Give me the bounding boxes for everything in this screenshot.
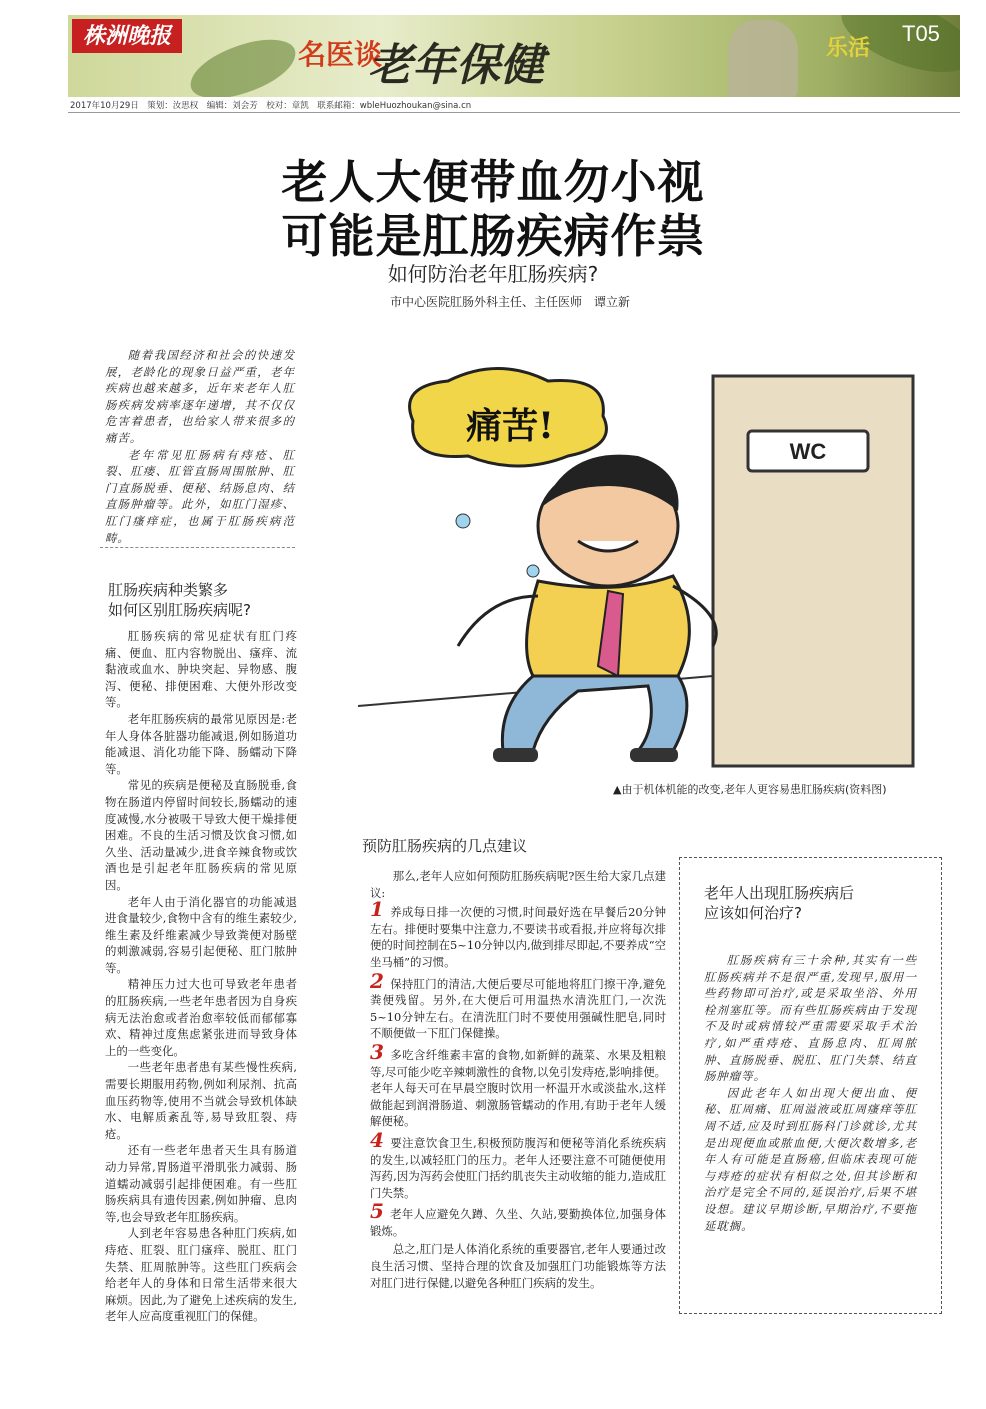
- tip-item: [370, 1039, 666, 1130]
- tip-number: 3: [370, 1039, 384, 1064]
- cartoon-illustration: [318, 346, 924, 774]
- tip-item: [370, 1127, 666, 1201]
- section-divider: [100, 547, 295, 548]
- subheadline: 如何防治老年肛肠疾病?: [387, 262, 599, 286]
- section2-body: [370, 868, 666, 1291]
- section1-paragraph: 一些老年患者患有某些慢性疾病,需要长期服用药物,例如利尿剂、抗高血压药物等,使用不当就会导致机体缺水、电解质紊乱等,易导致肛裂、痔疮。: [105, 1060, 297, 1141]
- section1-paragraph: 还有一些老年患者天生具有肠道动力异常,胃肠道平滑肌张力减弱、肠道蠕动减弱引起排便困难。有一些肛肠疾病具有遗传因素,例如肿瘤、息肉等,也会导致老年肛肠疾病。: [105, 1143, 297, 1224]
- section2-heading: 预防肛肠疾病的几点建议: [362, 837, 528, 855]
- section1-paragraph: 常见的疾病是便秘及直肠脱垂,食物在肠道内停留时间较长,肠蠕动的速度减慢,水分被吸干导致大便干燥排便困难。不良的生活习惯及饮食习惯,如久坐、活动量减少,进食辛辣食物或饮酒也是引起老年肛肠疾病的常见原因。: [105, 778, 297, 892]
- section2-closing: 总之,肛门是人体消化系统的重要器官,老年人要通过改良生活习惯、坚持合理的饮食及加强肛门功能锻炼等方法对肛门进行保健,以避免各种肛门疾病的发生。: [370, 1242, 666, 1290]
- byline: 市中心医院肛肠外科主任、主任医师 谭立新: [390, 295, 631, 309]
- tip-text: 养成每日排一次便的习惯,时间最好选在早餐后20分钟左右。排便时要集中注意力,不要读书或看报,并应将每次排便的时间控制在5~10分钟以内,做到排尽即起,不要养成“空坐马桶”的习惯。: [370, 905, 666, 969]
- tip-text: 多吃含纤维素丰富的食物,如新鲜的蔬菜、水果及粗粮等,尽可能少吃辛辣刺激性的食物,以免引发痔疮,影响排便。老年人每天可在早晨空腹时饮用一杯温开水或淡盐水,这样做能起到润滑肠道、刺激肠管蠕动的作用,有助于老年人缓解便秘。: [370, 1047, 666, 1129]
- man-trousers: [502, 676, 687, 751]
- sidebar-heading-line1: 老年人出现肛肠疾病后: [704, 884, 855, 902]
- section1-heading-line2: 如何区别肛肠疾病呢?: [108, 601, 251, 619]
- tip-item: [370, 1199, 666, 1239]
- tip-text: 保持肛门的清洁,大便后要尽可能地将肛门擦干净,避免粪便残留。另外,在大便后可用温热水清洗肛门,一次洗5~10分钟左右。在清洗肛门时不要使用强碱性肥皂,同时不顺便做一下肛门保健操。: [370, 976, 666, 1041]
- headline-line2: 可能是肛肠疾病作祟: [281, 209, 705, 263]
- sage-figure-image: [728, 20, 798, 97]
- masthead-banner: [68, 15, 960, 97]
- tip-number: 4: [370, 1127, 384, 1152]
- section2-lead: 那么,老年人应如何预防肛肠疾病呢?医生给大家几点建议:: [370, 869, 666, 900]
- leaf-decoration: [184, 32, 303, 97]
- column-title: 老年保健: [368, 40, 544, 91]
- leyang-logo: 乐活: [826, 36, 871, 61]
- paper-logo: 株洲晚报: [72, 19, 182, 53]
- intro-paragraph: 老年常见肛肠病有痔疮、肛裂、肛瘘、肛管直肠周围脓肿、肛门直肠脱垂、便秘、结肠息肉、结直肠肿瘤等。此外，如肛门湿疹、肛门瘙痒症，也属于肛肠疾病范畴。: [105, 447, 295, 545]
- dateline: 2017年10月29日 策划：汝思权 编辑：刘会芳 校对：章凯 联系邮箱：wbleHuozhoukan@sina.cn: [70, 101, 472, 111]
- section1-paragraph: 老年人由于消化器官的功能减退进食量较少,食物中含有的维生素较少,维生素及纤维素减少导致粪便对肠壁的刺激减弱,容易引起便秘、肛门脓肿等。: [105, 894, 297, 975]
- page-number: T05: [902, 21, 940, 46]
- section1-body: [105, 628, 297, 1325]
- section1-heading: [108, 580, 308, 620]
- illustration-caption: ▲由于机体机能的改变,老年人更容易患肛肠疾病(资料图): [613, 783, 887, 796]
- section1-paragraph: 老年肛肠疾病的最常见原因是:老年人身体各脏器功能减退,例如肠道功能减退、消化功能下降、肠蠕动下降等。: [105, 711, 297, 776]
- tip-text: 老年人应避免久蹲、久坐、久站,要勤换体位,加强身体锻炼。: [370, 1207, 666, 1238]
- headline-line1: 老人大便带血勿小视: [281, 155, 705, 209]
- sidebar-body: [704, 952, 917, 1234]
- sidebar-paragraph: 肛肠疾病有三十余种,其实有一些肛肠疾病并不是很严重,发现早,服用一些药物即可治疗,或是采取坐浴、外用栓剂塞肛等。而有些肛肠疾病由于发现不及时或病情较严重需要采取手术治疗,如严重痔疮、直肠息肉、肛周脓肿、直肠脱垂、脱肛、肛门失禁、结直肠肿瘤等。: [704, 953, 917, 1084]
- section1-paragraph: 精神压力过大也可导致老年患者的肛肠疾病,一些老年患者因为自身疾病无法治愈或者治愈率较低而郁郁寡欢、精神过度焦虑紧张进而导致身体上的一些变化。: [105, 977, 297, 1058]
- sidebar-heading: [704, 883, 924, 923]
- tip-item: [370, 968, 666, 1042]
- sidebar-paragraph: 因此老年人如出现大便出血、便秘、肛周痛、肛周溢液或肛周瘙痒等肛周不适,应及时到肛肠科门诊就诊,尤其是出现便血或脓血便,大便次数增多,老年人有可能是直肠癌,但临床表现可能与痔疮的症状有相似之处,但其诊断和治疗是完全不同的,延误治疗,后果不堪设想。建议早期诊断,早期治疗,不要拖延耽搁。: [704, 1085, 917, 1233]
- tip-text: 要注意饮食卫生,积极预防腹泻和便秘等消化系统疾病的发生,以减轻肛门的压力。老年人还要注意不可随便使用泻药,因为泻药会使肛门括约肌丧失主动收缩的能力,造成肛门失禁。: [370, 1135, 666, 1200]
- tip-number: 2: [370, 968, 384, 993]
- intro-paragraph: 随着我国经济和社会的快速发展，老龄化的现象日益严重，老年疾病也越来越多，近年来老年人肛肠疾病发病率逐年递增，其不仅仅危害着患者，也给家人带来很多的痛苦。: [105, 348, 295, 445]
- man-shoe: [630, 748, 678, 762]
- sweat-drop: [527, 565, 539, 577]
- man-shoe: [493, 748, 538, 762]
- tip-item: [370, 897, 666, 970]
- sidebar-heading-line2: 应该如何治疗?: [704, 904, 802, 922]
- sweat-drop: [456, 514, 470, 528]
- column-prefix: 名医谈: [298, 38, 383, 71]
- section1-paragraph: 人到老年容易患各种肛门疾病,如痔疮、肛裂、肛门瘙痒、脱肛、肛门失禁、肛周脓肿等。这些肛门疾病会给老年人的身体和日常生活带来很大麻烦。因此,为了避免上述疾病的发生,老年人应高度重视肛门的保健。: [105, 1226, 297, 1324]
- section1-paragraph: 肛肠疾病的常见症状有肛门疼痛、便血、肛内容物脱出、瘙痒、流黏液或血水、肿块突起、异物感、腹泻、便秘、排便困难、大便外形改变等。: [105, 629, 297, 710]
- tip-number: 1: [370, 897, 384, 922]
- section1-heading-line1: 肛肠疾病种类繁多: [108, 581, 229, 599]
- tip-number: 5: [370, 1199, 384, 1224]
- speech-bubble-text: 痛苦!: [466, 405, 554, 447]
- intro-block: [105, 347, 295, 546]
- header-rule: [68, 112, 960, 113]
- wc-sign-text: WC: [789, 439, 827, 464]
